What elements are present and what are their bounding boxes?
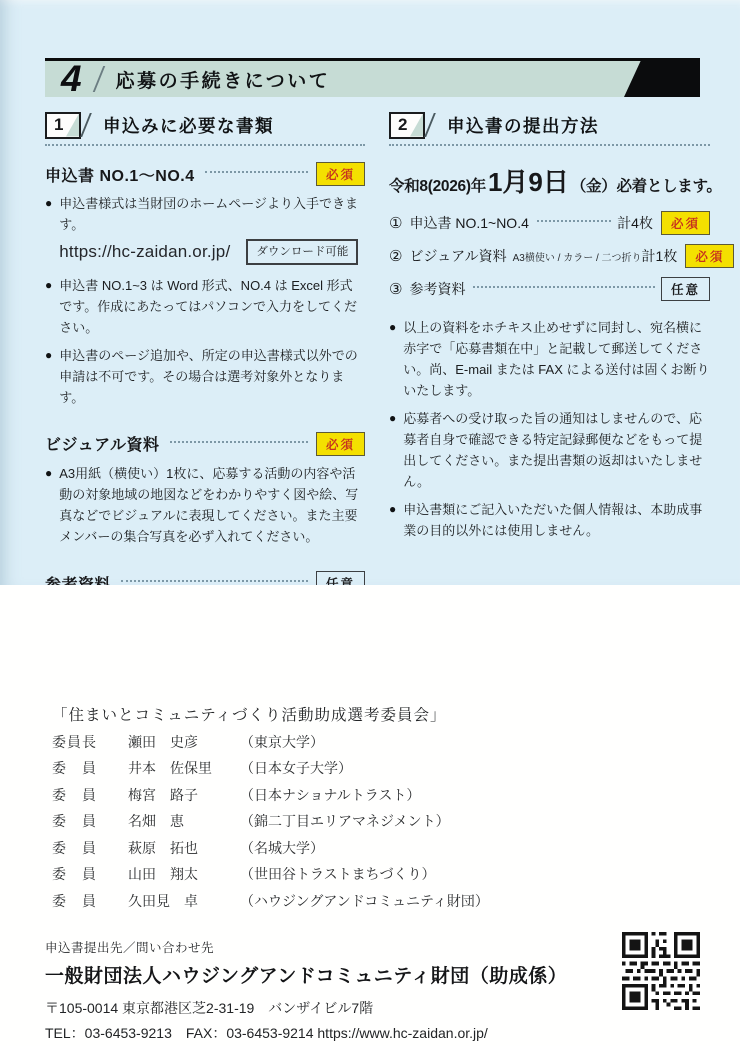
member-name: 井本 佐保里 <box>128 760 212 776</box>
dotted-leader <box>537 220 611 222</box>
submission-notes <box>389 317 710 541</box>
item-label: 申込書 NO.1~NO.4 <box>409 215 529 231</box>
member-affiliation: （ハウジングアンドコミュニティ財団） <box>240 892 489 909</box>
member-role: 委 員 <box>52 892 97 909</box>
list-item <box>45 193 365 268</box>
doc-heading-visual-material <box>45 432 365 456</box>
slash-divider-icon <box>80 113 92 137</box>
optional-badge: 任意 <box>661 277 710 301</box>
required-badge: 必須 <box>316 162 365 186</box>
band-endcap-shape <box>624 58 700 97</box>
member-role: 委員長 <box>52 733 97 750</box>
section-number: 4 <box>61 57 82 99</box>
list-item <box>389 408 710 492</box>
committee-row <box>52 758 740 778</box>
subsection-1-title: 申込みに必要な書類 <box>103 115 274 136</box>
deadline-era: 令和8(2026)年 <box>389 178 486 195</box>
item-count: 計4枚 <box>617 215 653 231</box>
subsection-1-header <box>45 110 365 140</box>
download-url-row <box>59 238 365 266</box>
bullet-text: 申込書類にご記入いただいた個人情報は、本助成事業の目的以外には使用しません。 <box>403 502 703 539</box>
item-count: 計1枚 <box>641 248 678 264</box>
bullet-icon: ● <box>45 465 53 480</box>
committee-row <box>52 864 740 884</box>
subsection-1-number-box <box>45 112 81 139</box>
bullet-icon: ● <box>389 502 397 517</box>
committee-row <box>52 785 740 805</box>
subsection-2-title: 申込書の提出方法 <box>447 115 599 136</box>
bullet-icon: ● <box>389 320 397 334</box>
bullet-text: 以上の資料をホチキス止めせずに同封し、宛名横に赤字で「応募書類在中」と記載して郵送してください。尚、E-mail または FAX による送付は固くお断りいたします。 <box>403 320 710 399</box>
two-column-content <box>45 110 725 665</box>
committee-row <box>52 838 740 858</box>
subsection-2-header <box>389 110 710 140</box>
slash-divider-icon <box>92 66 105 92</box>
member-role: 委 員 <box>52 866 97 882</box>
bullet-icon: ● <box>389 411 397 426</box>
submission-method-column <box>389 110 725 665</box>
doc-heading-label: ビジュアル資料 <box>45 437 160 455</box>
submission-item-2 <box>389 244 725 268</box>
circled-number-icon: ② <box>389 248 403 265</box>
member-affiliation: （日本女子大学） <box>240 760 352 776</box>
submission-item-1 <box>389 211 710 235</box>
deadline-date: 1月9日 <box>487 167 569 197</box>
committee-row <box>52 732 740 752</box>
member-name: 瀬田 史彦 <box>128 733 198 750</box>
member-name: 梅宮 路子 <box>128 786 198 803</box>
item-label: 参考資料 <box>409 281 466 297</box>
foundation-name: 一般財団法人ハウジングアンドコミュニティ財団（助成係） <box>45 965 568 987</box>
bullet-text-group <box>59 193 365 268</box>
member-role: 委 員 <box>52 813 97 829</box>
item-note: A3横使い / カラー / 二つ折り <box>512 252 642 264</box>
bullet-text: A3用紙（横使い）1枚に、応募する活動の内容や活動の対象地域の地図などをわかりやすく図や絵、写真などでビジュアルに表現してください。また主要メンバーの集合写真を必ず入れてください。 <box>59 465 359 545</box>
submission-item-list <box>389 211 725 301</box>
doc-heading-application-forms <box>45 162 365 186</box>
bullet-icon: ● <box>45 277 53 292</box>
member-role: 委 員 <box>52 786 97 803</box>
dotted-rule <box>45 144 365 146</box>
list-item <box>45 345 365 408</box>
dotted-rule <box>389 144 710 146</box>
list-item <box>389 317 710 401</box>
dotted-leader <box>205 171 308 173</box>
foundation-url: https://hc-zaidan.or.jp/ <box>59 242 231 262</box>
member-role: 委 員 <box>52 760 97 776</box>
lower-white-section <box>0 585 740 1046</box>
member-name: 久田見 卓 <box>128 892 198 909</box>
submission-item-3 <box>389 277 710 301</box>
bullet-icon: ● <box>45 196 53 210</box>
member-affiliation: （東京大学） <box>240 733 324 750</box>
member-name: 萩原 拓也 <box>128 839 198 856</box>
member-affiliation: （錦二丁目エリアマネジメント） <box>240 813 450 829</box>
tel-fax-url-line: TEL：03-6453-9213 FAX：03-6453-9214 https://www.hc-zaidan.or.jp/ <box>45 1024 488 1041</box>
subsection-2-number: 2 <box>398 115 408 134</box>
member-name: 山田 翔太 <box>128 866 198 882</box>
member-affiliation: （日本ナショナルトラスト） <box>240 786 421 803</box>
dotted-leader <box>170 441 308 443</box>
bullet-text: 申込書様式は当財団のホームページより入手できます。 <box>59 196 358 233</box>
committee-title: 「住まいとコミュニティづくり活動助成選考委員会」 <box>52 707 447 724</box>
deadline-suffix: （金）必着とします。 <box>570 178 722 195</box>
subsection-1-number: 1 <box>54 115 64 134</box>
required-documents-column <box>45 110 365 665</box>
committee-row <box>52 811 740 831</box>
required-badge: 必須 <box>685 244 734 268</box>
member-affiliation: （世田谷トラストまちづくり） <box>240 866 436 882</box>
slash-divider-icon <box>424 113 436 137</box>
bullet-icon: ● <box>45 347 53 362</box>
bullet-text: 応募者への受け取った旨の通知はしませんので、応募者自身で確認できる特定記録郵便などをもって提出してください。また提出書類の返却はいたしません。 <box>403 411 703 490</box>
list-item <box>45 463 365 547</box>
selection-committee-block <box>52 703 740 911</box>
bullet-text: 申込書 NO.1~3 は Word 形式、NO.4 は Excel 形式です。作成にあたってはパソコンで入力をしてください。 <box>59 277 357 335</box>
circled-number-icon: ③ <box>389 281 403 298</box>
section-4-header-band <box>45 58 700 97</box>
contact-label: 申込書提出先／問い合わせ先 <box>45 940 215 955</box>
page-title: 応募の手続きについて <box>115 70 331 92</box>
deadline-statement <box>389 162 722 199</box>
dotted-leader <box>473 286 655 288</box>
download-available-tag: ダウンロード可能 <box>246 239 358 266</box>
item-label: ビジュアル資料 <box>409 248 507 264</box>
member-affiliation: （名城大学） <box>240 839 324 856</box>
circled-number-icon: ① <box>389 215 403 232</box>
required-badge: 必須 <box>316 432 365 456</box>
list-item <box>389 499 710 541</box>
postal-address: 〒105-0014 東京都港区芝2-31-19 バンザイビル7階 <box>45 999 374 1016</box>
list-item <box>45 275 365 338</box>
qr-code <box>622 932 700 1010</box>
required-badge: 必須 <box>661 211 710 235</box>
committee-row <box>52 891 740 911</box>
dotted-leader <box>121 580 308 582</box>
subsection-2-number-box <box>389 112 425 139</box>
doc-heading-label: 申込書 NO.1〜NO.4 <box>45 167 195 185</box>
member-role: 委 員 <box>52 839 97 856</box>
bullet-text: 申込書のページ追加や、所定の申込書様式以外での申請は不可です。その場合は選考対象外となります。 <box>59 347 358 405</box>
member-name: 名畑 恵 <box>128 813 184 829</box>
